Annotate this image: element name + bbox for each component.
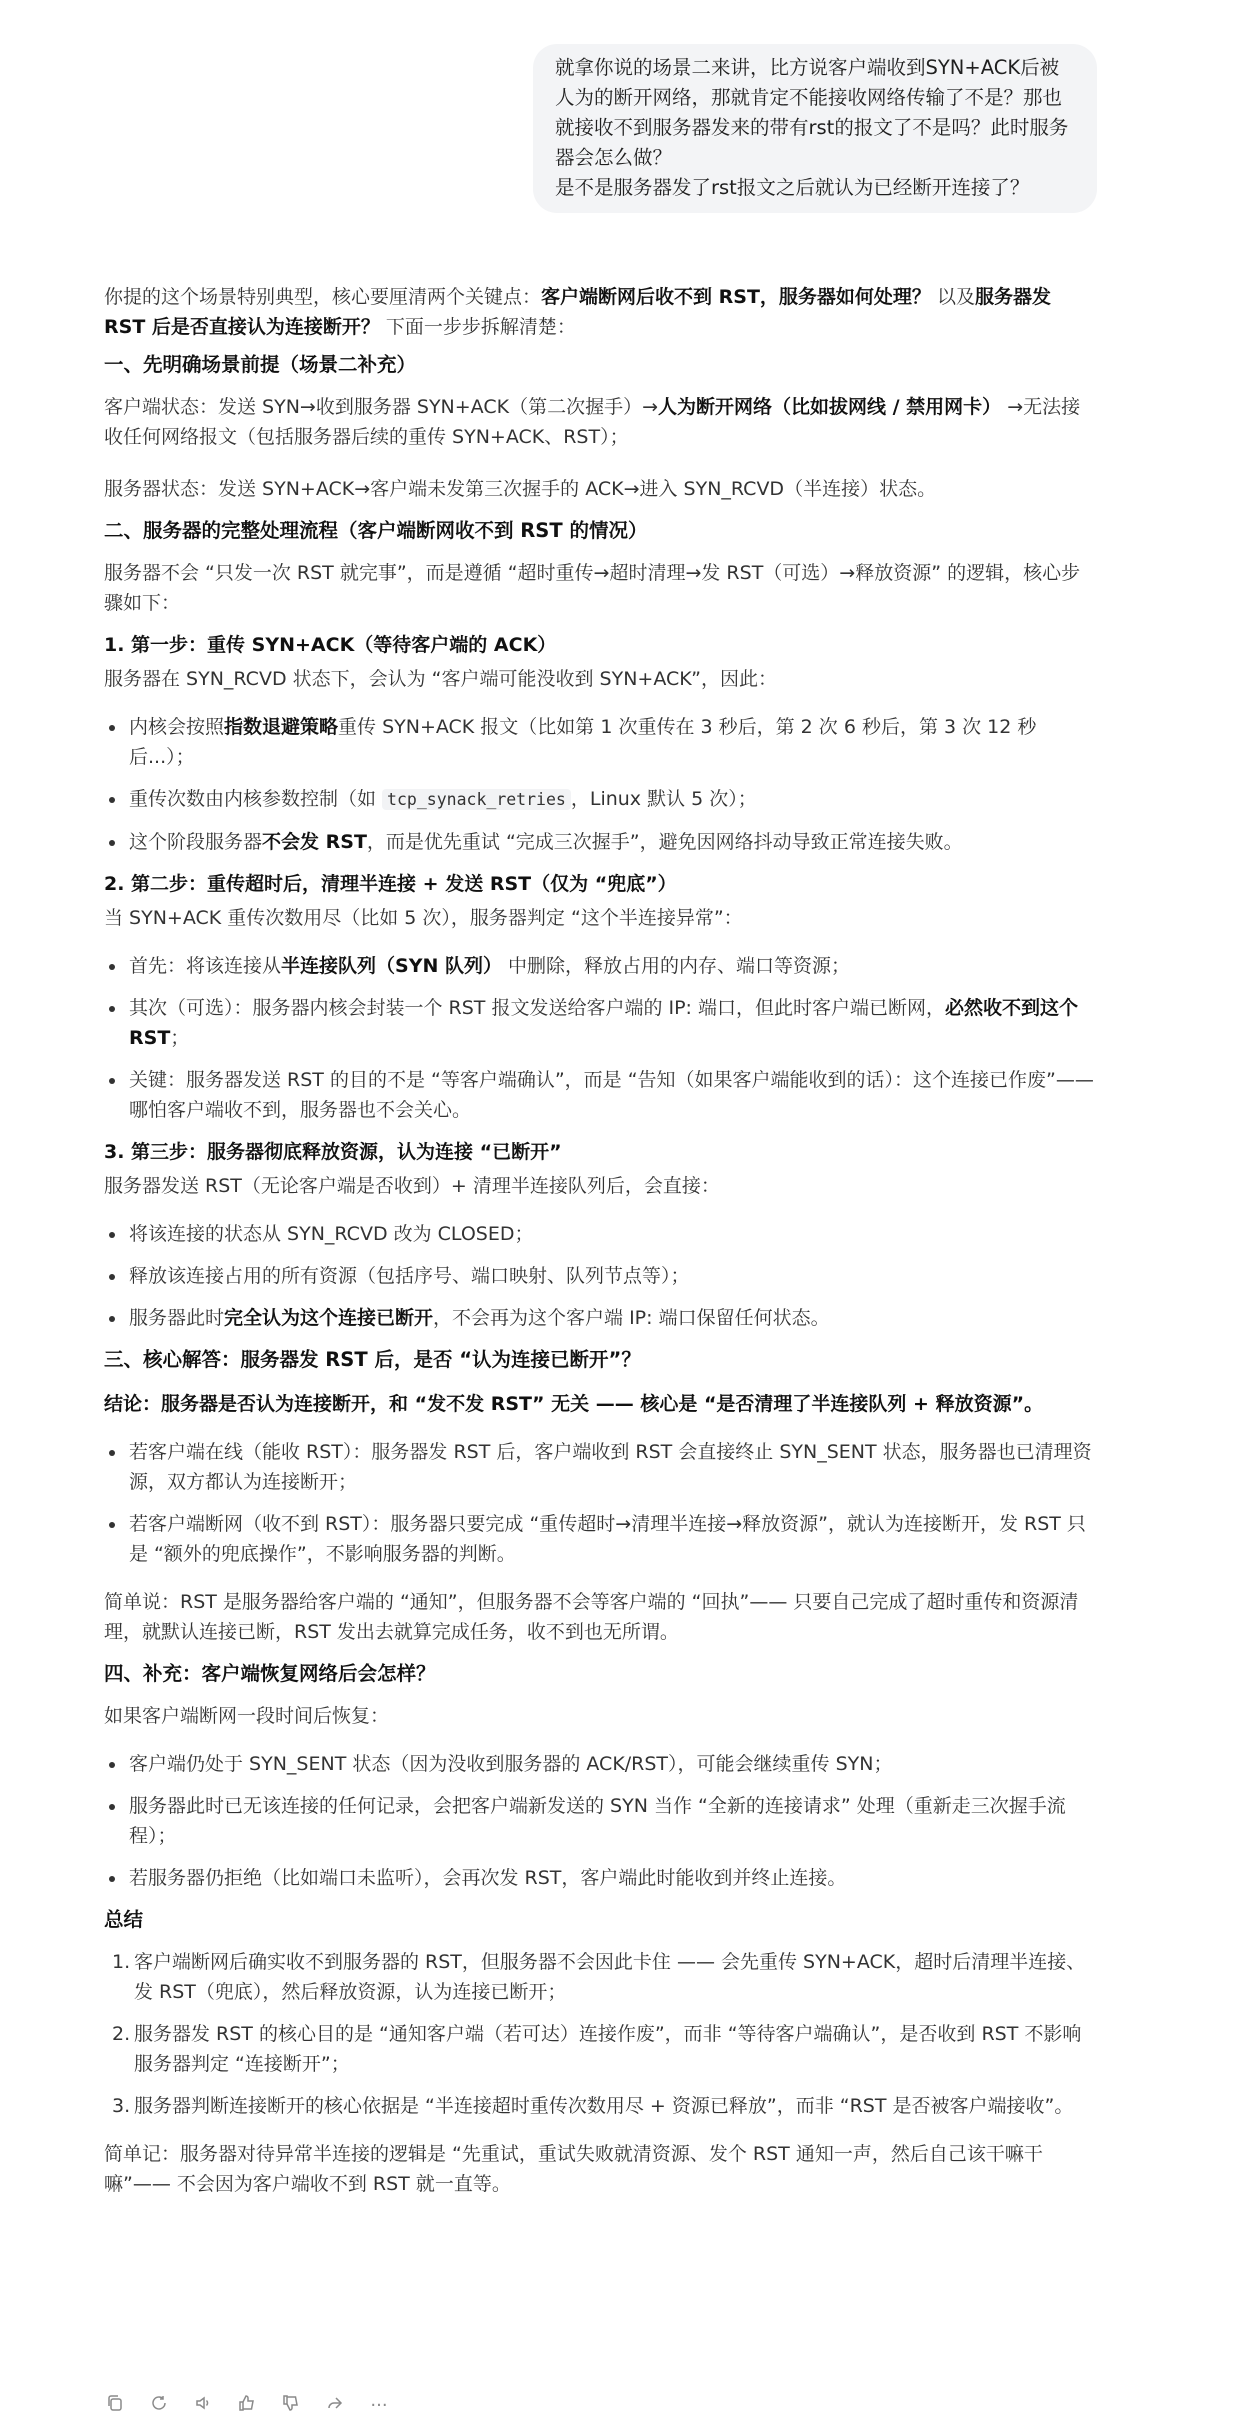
- answer-intro: [104, 282, 1094, 342]
- speaker-icon[interactable]: [192, 2394, 214, 2417]
- list-item: [104, 1947, 1094, 2007]
- client-state-bold: 人为断开网络（比如拔网线 / 禁用网卡）: [658, 396, 1002, 418]
- copy-icon[interactable]: [104, 2394, 126, 2417]
- thumbs-down-icon[interactable]: [280, 2394, 302, 2417]
- list-item-text: 若服务器仍拒绝（比如端口未监听），会再次发 RST，客户端此时能收到并终止连接。: [129, 1867, 847, 1889]
- list-number: 3.: [112, 2095, 131, 2117]
- step-1-list: [104, 712, 1094, 857]
- list-item-text: 关键：服务器发送 RST 的目的不是 “等客户端确认”，而是 “告知（如果客户端能收到的话）：这个连接已作废”—— 哪怕客户端收不到，服务器也不会关心。: [129, 1069, 1094, 1121]
- message-actions: [104, 2390, 390, 2420]
- list-item-text: 若客户端断网（收不到 RST）：服务器只要完成 “重传超时→清理半连接→释放资源”，就认为连接断开，发 RST 只是 “额外的兜底操作”，不影响服务器的判断。: [129, 1513, 1086, 1565]
- list-item-text: 首先：将该连接从: [129, 955, 282, 977]
- list-item: [104, 1303, 1094, 1333]
- step-3-list: [104, 1219, 1094, 1333]
- thumbs-up-icon[interactable]: [236, 2394, 258, 2417]
- list-item: [104, 1219, 1094, 1249]
- section-3-list: [104, 1437, 1094, 1569]
- list-item-text: 将该连接的状态从 SYN_RCVD 改为 CLOSED；: [129, 1223, 534, 1245]
- list-item-bold: 完全认为这个连接已断开: [224, 1307, 434, 1329]
- assistant-answer: [104, 282, 1094, 2199]
- list-item-text-2: ，不会再为这个客户端 IP: 端口保留任何状态。: [433, 1307, 830, 1329]
- list-number: 2.: [112, 2023, 131, 2045]
- step-1-intro: 服务器在 SYN_RCVD 状态下，会认为 “客户端可能没收到 SYN+ACK”，因此：: [104, 668, 777, 690]
- list-item: [104, 1791, 1094, 1851]
- intro-bold-2: 服务器发 RST 后是否直接认为连接断开？: [104, 286, 1051, 338]
- user-message-line2: 是不是服务器发了rst报文之后就认为已经断开连接了？: [555, 176, 1030, 199]
- step-1-heading: 1. 第一步：重传 SYN+ACK（等待客户端的 ACK）: [104, 634, 557, 656]
- closing-note: 简单记：服务器对待异常半连接的逻辑是 “先重试，重试失败就清资源、发个 RST 通知一声，然后自己该干嘛干嘛”—— 不会因为客户端收不到 RST 就一直等。: [104, 2143, 1043, 2195]
- list-item: [104, 951, 1094, 981]
- intro-text: 你提的这个场景特别典型，核心要厘清两个关键点：: [104, 286, 542, 308]
- list-item-bold: 半连接队列（SYN 队列）: [281, 955, 502, 977]
- list-item-text: 这个阶段服务器: [129, 831, 263, 853]
- section-4-heading: 四、补充：客户端恢复网络后会怎样？: [104, 1662, 436, 1685]
- list-item-bold: 必然收不到这个 RST: [129, 997, 1079, 1049]
- list-item-text: 若客户端在线（能收 RST）：服务器发 RST 后，客户端收到 RST 会直接终止 SYN_SENT 状态，服务器也已清理资源，双方都认为连接断开；: [129, 1441, 1092, 1493]
- list-item: [104, 712, 1094, 772]
- section-4-list: [104, 1749, 1094, 1893]
- list-number: 1.: [112, 1951, 131, 1973]
- intro-text-2: 以及: [930, 286, 975, 308]
- list-item-text: 服务器此时: [129, 1307, 225, 1329]
- section-4-intro: 如果客户端断网一段时间后恢复：: [104, 1705, 390, 1727]
- list-item-text: 其次（可选）：服务器内核会封装一个 RST 报文发送给客户端的 IP: 端口，但此时客户端已断网，: [129, 997, 945, 1019]
- intro-text-3: 下面一步步拆解清楚：: [379, 316, 576, 338]
- list-item: [104, 2019, 1094, 2079]
- section-2-intro: 服务器不会 “只发一次 RST 就完事”，而是遵循 “超时重传→超时清理→发 RST（可选）→释放资源” 的逻辑，核心步骤如下：: [104, 562, 1081, 614]
- step-2-heading: 2. 第二步：重传超时后，清理半连接 + 发送 RST（仅为 “兜底”）: [104, 873, 677, 895]
- share-icon[interactable]: [324, 2394, 346, 2417]
- list-item: [104, 1863, 1094, 1893]
- section-3-conclusion: 结论：服务器是否认为连接断开，和 “发不发 RST” 无关 —— 核心是 “是否清理了半连接队列 + 释放资源”。: [104, 1393, 1044, 1415]
- list-item: [104, 1065, 1094, 1125]
- list-item-text-2: ，Linux 默认 5 次）；: [570, 788, 757, 810]
- inline-code: tcp_synack_retries: [382, 789, 571, 810]
- user-message-bubble: [533, 44, 1097, 213]
- section-1-client-state: [104, 392, 1094, 452]
- section-1-heading: 一、先明确场景前提（场景二补充）: [104, 353, 417, 376]
- list-item-text: 释放该连接占用的所有资源（包括序号、端口映射、队列节点等）；: [129, 1265, 690, 1287]
- step-2-intro: 当 SYN+ACK 重传次数用尽（比如 5 次），服务器判定 “这个半连接异常”：: [104, 907, 743, 929]
- list-item-text: 重传次数由内核参数控制（如: [129, 788, 383, 810]
- list-item-text-2: ，而是优先重试 “完成三次握手”，避免因网络抖动导致正常连接失败。: [366, 831, 963, 853]
- step-2-list: [104, 951, 1094, 1125]
- list-item: [104, 1749, 1094, 1779]
- list-item-text: 客户端仍处于 SYN_SENT 状态（因为没收到服务器的 ACK/RST），可能会继续重传 SYN；: [129, 1753, 893, 1775]
- list-item: [104, 1509, 1094, 1569]
- step-3-heading: 3. 第三步：服务器彻底释放资源，认为连接 “已断开”: [104, 1141, 562, 1163]
- list-item-text-2: ；: [170, 1027, 190, 1049]
- list-item-bold: 不会发 RST: [262, 831, 367, 853]
- list-item: [104, 827, 1094, 857]
- section-3-heading: 三、核心解答：服务器发 RST 后，是否 “认为连接已断开”？: [104, 1348, 641, 1371]
- list-item-text-2: 重传 SYN+ACK 报文（比如第 1 次重传在 3 秒后，第 2 次 6 秒后，第 3 次 12 秒后...）；: [129, 716, 1037, 768]
- summary-list: [104, 1947, 1094, 2121]
- summary-heading: 总结: [104, 1908, 144, 1931]
- list-item-bold: 指数退避策略: [224, 716, 339, 738]
- section-1-server-state: 服务器状态：发送 SYN+ACK→客户端未发第三次握手的 ACK→进入 SYN_RCVD（半连接）状态。: [104, 478, 937, 500]
- user-message-line1: 就拿你说的场景二来讲，比方说客户端收到SYN+ACK后被人为的断开网络，那就肯定不能接收网络传输了不是？那也就接收不到服务器发来的带有rst的报文了不是吗？此时服务器会怎么做？: [555, 56, 1069, 169]
- section-2-heading: 二、服务器的完整处理流程（客户端断网收不到 RST 的情况）: [104, 519, 648, 542]
- list-item-text: 服务器发 RST 的核心目的是 “通知客户端（若可达）连接作废”，而非 “等待客户端确认”，是否收到 RST 不影响服务器判定 “连接断开”；: [134, 2023, 1082, 2075]
- regenerate-icon[interactable]: [148, 2394, 170, 2417]
- section-3-summary: 简单说：RST 是服务器给客户端的 “通知”，但服务器不会等客户端的 “回执”—— 只要自己完成了超时重传和资源清理，就默认连接已断，RST 发出去就算完成任务，收不到也无所谓。: [104, 1591, 1079, 1643]
- intro-bold-1: 客户端断网后收不到 RST，服务器如何处理？: [541, 286, 931, 308]
- list-item: [104, 1261, 1094, 1291]
- list-item: [104, 2091, 1094, 2121]
- step-3-intro: 服务器发送 RST（无论客户端是否收到）+ 清理半连接队列后，会直接：: [104, 1175, 720, 1197]
- list-item-text: 内核会按照: [129, 716, 225, 738]
- list-item-text: 服务器此时已无该连接的任何记录，会把客户端新发送的 SYN 当作 “全新的连接请求” 处理（重新走三次握手流程）；: [129, 1795, 1066, 1847]
- list-item: [104, 1437, 1094, 1497]
- list-item-text: 客户端断网后确实收不到服务器的 RST，但服务器不会因此卡住 —— 会先重传 SYN+ACK，超时后清理半连接、发 RST（兜底），然后释放资源，认为连接已断开；: [134, 1951, 1086, 2003]
- list-item: [104, 993, 1094, 1053]
- more-icon[interactable]: ···: [370, 2394, 388, 2416]
- list-item-text: 服务器判断连接断开的核心依据是 “半连接超时重传次数用尽 + 资源已释放”，而非 “RST 是否被客户端接收”。: [134, 2095, 1074, 2117]
- client-state-text: 客户端状态：发送 SYN→收到服务器 SYN+ACK（第二次握手）→: [104, 396, 658, 418]
- client-state-text-2: →无法接收任何网络报文（包括服务器后续的重传 SYN+ACK、RST）；: [104, 396, 1081, 448]
- list-item-text-2: 中删除，释放占用的内存、端口等资源；: [501, 955, 851, 977]
- list-item: [104, 784, 1094, 815]
